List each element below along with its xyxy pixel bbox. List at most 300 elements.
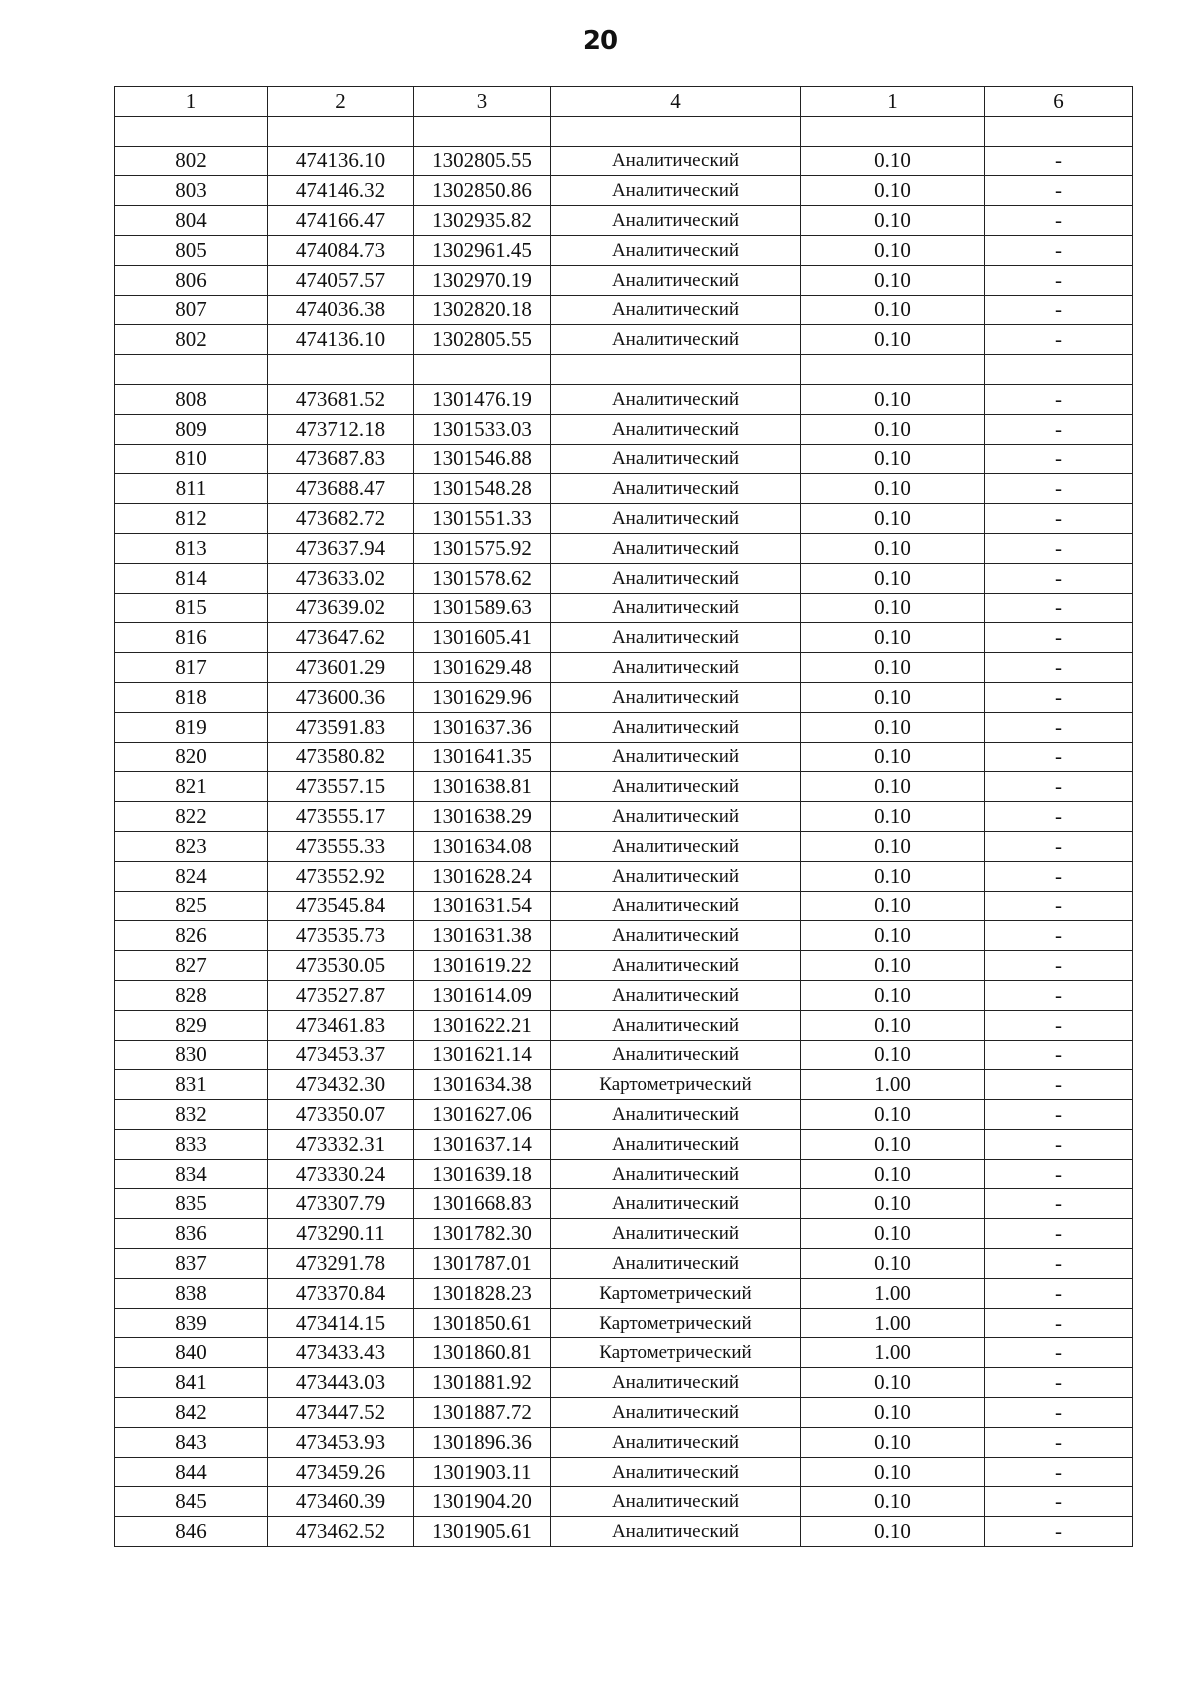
table-row: [115, 176, 1133, 206]
method-cell: Аналитический: [551, 1219, 801, 1249]
header-cell: 4: [551, 87, 801, 117]
table-row: [115, 1427, 1133, 1457]
x-coordinate-cell: 473530.05: [268, 951, 414, 981]
point-number-cell: 821: [115, 772, 268, 802]
point-number-cell: 812: [115, 504, 268, 534]
accuracy-cell: 0.10: [801, 1159, 985, 1189]
point-number-cell: 830: [115, 1040, 268, 1070]
x-coordinate-cell: 473462.52: [268, 1517, 414, 1547]
note-cell: -: [985, 1368, 1133, 1398]
method-cell: Аналитический: [551, 414, 801, 444]
x-coordinate-cell: 474136.10: [268, 325, 414, 355]
accuracy-cell: 1.00: [801, 1278, 985, 1308]
y-coordinate-cell: 1301533.03: [414, 414, 551, 444]
point-number-cell: 828: [115, 980, 268, 1010]
x-coordinate-cell: 473633.02: [268, 563, 414, 593]
y-coordinate-cell: 1301575.92: [414, 533, 551, 563]
point-number-cell: 816: [115, 623, 268, 653]
method-cell: Аналитический: [551, 1398, 801, 1428]
method-cell: Аналитический: [551, 1010, 801, 1040]
y-coordinate-cell: 1301631.38: [414, 921, 551, 951]
note-cell: -: [985, 742, 1133, 772]
accuracy-cell: 1.00: [801, 1070, 985, 1100]
point-number-cell: 836: [115, 1219, 268, 1249]
accuracy-cell: 0.10: [801, 1219, 985, 1249]
note-cell: -: [985, 951, 1133, 981]
x-coordinate-cell: 474166.47: [268, 206, 414, 236]
note-cell: -: [985, 414, 1133, 444]
point-number-cell: 810: [115, 444, 268, 474]
point-number-cell: 822: [115, 802, 268, 832]
accuracy-cell: 0.10: [801, 206, 985, 236]
note-cell: -: [985, 384, 1133, 414]
x-coordinate-cell: 473307.79: [268, 1189, 414, 1219]
x-coordinate-cell: 473443.03: [268, 1368, 414, 1398]
table-row: [115, 742, 1133, 772]
table-row: [115, 1278, 1133, 1308]
page-number: 20: [582, 26, 618, 56]
method-cell: Аналитический: [551, 653, 801, 683]
note-cell: -: [985, 1219, 1133, 1249]
method-cell: Аналитический: [551, 504, 801, 534]
method-cell: Аналитический: [551, 623, 801, 653]
header-cell: 3: [414, 87, 551, 117]
accuracy-cell: 1.00: [801, 1338, 985, 1368]
x-coordinate-cell: [268, 355, 414, 385]
accuracy-cell: 0.10: [801, 831, 985, 861]
method-cell: Аналитический: [551, 265, 801, 295]
point-number-cell: 820: [115, 742, 268, 772]
y-coordinate-cell: 1301551.33: [414, 504, 551, 534]
method-cell: Аналитический: [551, 861, 801, 891]
table-row: [115, 1457, 1133, 1487]
table-row: [115, 772, 1133, 802]
method-cell: Аналитический: [551, 325, 801, 355]
point-number-cell: 832: [115, 1100, 268, 1130]
coordinates-table: [114, 86, 1133, 1547]
x-coordinate-cell: 473682.72: [268, 504, 414, 534]
point-number-cell: 826: [115, 921, 268, 951]
point-number-cell: 804: [115, 206, 268, 236]
x-coordinate-cell: 473688.47: [268, 474, 414, 504]
point-number-cell: 814: [115, 563, 268, 593]
table-row: [115, 623, 1133, 653]
method-cell: Картометрический: [551, 1070, 801, 1100]
method-cell: Картометрический: [551, 1278, 801, 1308]
y-coordinate-cell: 1301638.29: [414, 802, 551, 832]
x-coordinate-cell: 474057.57: [268, 265, 414, 295]
table-row: [115, 1338, 1133, 1368]
method-cell: Аналитический: [551, 444, 801, 474]
y-coordinate-cell: 1301605.41: [414, 623, 551, 653]
point-number-cell: 839: [115, 1308, 268, 1338]
point-number-cell: 846: [115, 1517, 268, 1547]
method-cell: Аналитический: [551, 951, 801, 981]
point-number-cell: 843: [115, 1427, 268, 1457]
accuracy-cell: 0.10: [801, 1010, 985, 1040]
point-number-cell: 838: [115, 1278, 268, 1308]
x-coordinate-cell: 474036.38: [268, 295, 414, 325]
x-coordinate-cell: 473555.33: [268, 831, 414, 861]
x-coordinate-cell: 474136.10: [268, 146, 414, 176]
point-number-cell: 808: [115, 384, 268, 414]
accuracy-cell: 0.10: [801, 1189, 985, 1219]
note-cell: -: [985, 1100, 1133, 1130]
y-coordinate-cell: 1302961.45: [414, 235, 551, 265]
y-coordinate-cell: 1302805.55: [414, 146, 551, 176]
note-cell: -: [985, 533, 1133, 563]
note-cell: -: [985, 176, 1133, 206]
accuracy-cell: 0.10: [801, 474, 985, 504]
point-number-cell: 842: [115, 1398, 268, 1428]
note-cell: -: [985, 682, 1133, 712]
y-coordinate-cell: 1301850.61: [414, 1308, 551, 1338]
x-coordinate-cell: 473453.93: [268, 1427, 414, 1457]
header-cell: 1: [801, 87, 985, 117]
note-cell: -: [985, 504, 1133, 534]
method-cell: Аналитический: [551, 1100, 801, 1130]
x-coordinate-cell: [268, 116, 414, 146]
y-coordinate-cell: 1301860.81: [414, 1338, 551, 1368]
point-number-cell: 819: [115, 712, 268, 742]
accuracy-cell: 0.10: [801, 1129, 985, 1159]
x-coordinate-cell: 473447.52: [268, 1398, 414, 1428]
accuracy-cell: 0.10: [801, 1398, 985, 1428]
note-cell: [985, 355, 1133, 385]
x-coordinate-cell: 473330.24: [268, 1159, 414, 1189]
x-coordinate-cell: 473687.83: [268, 444, 414, 474]
point-number-cell: 809: [115, 414, 268, 444]
y-coordinate-cell: 1301634.38: [414, 1070, 551, 1100]
point-number-cell: 803: [115, 176, 268, 206]
note-cell: -: [985, 295, 1133, 325]
table-row: [115, 1308, 1133, 1338]
method-cell: Аналитический: [551, 712, 801, 742]
point-number-cell: 844: [115, 1457, 268, 1487]
header-row: [115, 87, 1133, 117]
method-cell: Аналитический: [551, 384, 801, 414]
point-number-cell: 806: [115, 265, 268, 295]
point-number-cell: 837: [115, 1249, 268, 1279]
method-cell: Аналитический: [551, 1368, 801, 1398]
method-cell: Аналитический: [551, 831, 801, 861]
y-coordinate-cell: 1301903.11: [414, 1457, 551, 1487]
method-cell: Аналитический: [551, 980, 801, 1010]
y-coordinate-cell: [414, 355, 551, 385]
y-coordinate-cell: 1301637.14: [414, 1129, 551, 1159]
accuracy-cell: [801, 355, 985, 385]
method-cell: Аналитический: [551, 146, 801, 176]
x-coordinate-cell: 474084.73: [268, 235, 414, 265]
x-coordinate-cell: 473557.15: [268, 772, 414, 802]
point-number-cell: 805: [115, 235, 268, 265]
accuracy-cell: 0.10: [801, 623, 985, 653]
note-cell: -: [985, 921, 1133, 951]
note-cell: -: [985, 206, 1133, 236]
y-coordinate-cell: 1301896.36: [414, 1427, 551, 1457]
table-row: [115, 355, 1133, 385]
y-coordinate-cell: 1301628.24: [414, 861, 551, 891]
table-row: [115, 1398, 1133, 1428]
y-coordinate-cell: [414, 116, 551, 146]
accuracy-cell: 0.10: [801, 980, 985, 1010]
point-number-cell: 825: [115, 891, 268, 921]
point-number-cell: 823: [115, 831, 268, 861]
table-row: [115, 951, 1133, 981]
accuracy-cell: 0.10: [801, 295, 985, 325]
accuracy-cell: 0.10: [801, 1040, 985, 1070]
method-cell: Аналитический: [551, 891, 801, 921]
y-coordinate-cell: 1301828.23: [414, 1278, 551, 1308]
y-coordinate-cell: 1301668.83: [414, 1189, 551, 1219]
note-cell: -: [985, 653, 1133, 683]
method-cell: [551, 116, 801, 146]
method-cell: Аналитический: [551, 206, 801, 236]
x-coordinate-cell: 473461.83: [268, 1010, 414, 1040]
accuracy-cell: 0.10: [801, 414, 985, 444]
y-coordinate-cell: 1301629.96: [414, 682, 551, 712]
y-coordinate-cell: 1301627.06: [414, 1100, 551, 1130]
x-coordinate-cell: 473432.30: [268, 1070, 414, 1100]
y-coordinate-cell: 1301637.36: [414, 712, 551, 742]
y-coordinate-cell: 1301634.08: [414, 831, 551, 861]
y-coordinate-cell: 1301631.54: [414, 891, 551, 921]
accuracy-cell: 0.10: [801, 1487, 985, 1517]
note-cell: -: [985, 1457, 1133, 1487]
table-row: [115, 444, 1133, 474]
accuracy-cell: 0.10: [801, 176, 985, 206]
table-row: [115, 593, 1133, 623]
x-coordinate-cell: 473647.62: [268, 623, 414, 653]
x-coordinate-cell: 473527.87: [268, 980, 414, 1010]
note-cell: -: [985, 1129, 1133, 1159]
point-number-cell: 835: [115, 1189, 268, 1219]
y-coordinate-cell: 1302850.86: [414, 176, 551, 206]
accuracy-cell: 0.10: [801, 235, 985, 265]
table-row: [115, 504, 1133, 534]
accuracy-cell: 0.10: [801, 504, 985, 534]
x-coordinate-cell: 474146.32: [268, 176, 414, 206]
y-coordinate-cell: 1302935.82: [414, 206, 551, 236]
method-cell: Аналитический: [551, 176, 801, 206]
y-coordinate-cell: 1302970.19: [414, 265, 551, 295]
y-coordinate-cell: 1301782.30: [414, 1219, 551, 1249]
note-cell: -: [985, 1427, 1133, 1457]
y-coordinate-cell: 1301546.88: [414, 444, 551, 474]
method-cell: Картометрический: [551, 1338, 801, 1368]
note-cell: -: [985, 235, 1133, 265]
table-row: [115, 980, 1133, 1010]
point-number-cell: 829: [115, 1010, 268, 1040]
method-cell: Аналитический: [551, 235, 801, 265]
note-cell: -: [985, 712, 1133, 742]
method-cell: Аналитический: [551, 1517, 801, 1547]
method-cell: [551, 355, 801, 385]
table-row: [115, 206, 1133, 236]
note-cell: -: [985, 772, 1133, 802]
table-row: [115, 1100, 1133, 1130]
table-row: [115, 891, 1133, 921]
method-cell: Аналитический: [551, 593, 801, 623]
note-cell: -: [985, 1517, 1133, 1547]
accuracy-cell: 0.10: [801, 384, 985, 414]
table-row: [115, 384, 1133, 414]
coordinates-table-body: [115, 87, 1133, 1547]
accuracy-cell: 0.10: [801, 802, 985, 832]
method-cell: Аналитический: [551, 1189, 801, 1219]
point-number-cell: 841: [115, 1368, 268, 1398]
table-row: [115, 414, 1133, 444]
method-cell: Аналитический: [551, 742, 801, 772]
point-number-cell: 817: [115, 653, 268, 683]
note-cell: -: [985, 980, 1133, 1010]
note-cell: -: [985, 1040, 1133, 1070]
accuracy-cell: 0.10: [801, 1427, 985, 1457]
method-cell: Аналитический: [551, 1457, 801, 1487]
point-number-cell: 818: [115, 682, 268, 712]
note-cell: -: [985, 265, 1133, 295]
x-coordinate-cell: 473637.94: [268, 533, 414, 563]
accuracy-cell: 0.10: [801, 742, 985, 772]
y-coordinate-cell: 1302820.18: [414, 295, 551, 325]
note-cell: -: [985, 1278, 1133, 1308]
table-row: [115, 146, 1133, 176]
method-cell: Аналитический: [551, 563, 801, 593]
accuracy-cell: 0.10: [801, 1457, 985, 1487]
note-cell: -: [985, 1308, 1133, 1338]
y-coordinate-cell: 1301589.63: [414, 593, 551, 623]
table-row: [115, 682, 1133, 712]
x-coordinate-cell: 473545.84: [268, 891, 414, 921]
point-number-cell: 824: [115, 861, 268, 891]
table-row: [115, 1487, 1133, 1517]
x-coordinate-cell: 473350.07: [268, 1100, 414, 1130]
accuracy-cell: 0.10: [801, 563, 985, 593]
x-coordinate-cell: 473414.15: [268, 1308, 414, 1338]
method-cell: Аналитический: [551, 1249, 801, 1279]
table-row: [115, 1010, 1133, 1040]
accuracy-cell: 0.10: [801, 682, 985, 712]
table-row: [115, 325, 1133, 355]
method-cell: Аналитический: [551, 682, 801, 712]
note-cell: -: [985, 1398, 1133, 1428]
point-number-cell: 815: [115, 593, 268, 623]
y-coordinate-cell: 1301622.21: [414, 1010, 551, 1040]
x-coordinate-cell: 473535.73: [268, 921, 414, 951]
point-number-cell: 831: [115, 1070, 268, 1100]
accuracy-cell: 0.10: [801, 772, 985, 802]
x-coordinate-cell: 473370.84: [268, 1278, 414, 1308]
x-coordinate-cell: 473639.02: [268, 593, 414, 623]
accuracy-cell: 0.10: [801, 146, 985, 176]
x-coordinate-cell: 473453.37: [268, 1040, 414, 1070]
point-number-cell: 813: [115, 533, 268, 563]
note-cell: -: [985, 1338, 1133, 1368]
y-coordinate-cell: 1301641.35: [414, 742, 551, 772]
note-cell: -: [985, 1010, 1133, 1040]
table-row: [115, 474, 1133, 504]
point-number-cell: 840: [115, 1338, 268, 1368]
table-row: [115, 1517, 1133, 1547]
point-number-cell: 827: [115, 951, 268, 981]
y-coordinate-cell: 1301638.81: [414, 772, 551, 802]
header-cell: 2: [268, 87, 414, 117]
y-coordinate-cell: 1301619.22: [414, 951, 551, 981]
y-coordinate-cell: 1301476.19: [414, 384, 551, 414]
table-row: [115, 861, 1133, 891]
table-row: [115, 921, 1133, 951]
note-cell: -: [985, 1249, 1133, 1279]
table-row: [115, 1368, 1133, 1398]
method-cell: Аналитический: [551, 533, 801, 563]
y-coordinate-cell: 1301621.14: [414, 1040, 551, 1070]
method-cell: Аналитический: [551, 1159, 801, 1189]
table-row: [115, 563, 1133, 593]
y-coordinate-cell: 1301629.48: [414, 653, 551, 683]
y-coordinate-cell: 1302805.55: [414, 325, 551, 355]
accuracy-cell: 0.10: [801, 1517, 985, 1547]
accuracy-cell: 0.10: [801, 533, 985, 563]
x-coordinate-cell: 473552.92: [268, 861, 414, 891]
table-row: [115, 1249, 1133, 1279]
table-row: [115, 831, 1133, 861]
y-coordinate-cell: 1301548.28: [414, 474, 551, 504]
accuracy-cell: 0.10: [801, 712, 985, 742]
table-row: [115, 802, 1133, 832]
table-row: [115, 116, 1133, 146]
table-row: [115, 1040, 1133, 1070]
y-coordinate-cell: 1301881.92: [414, 1368, 551, 1398]
table-row: [115, 1189, 1133, 1219]
accuracy-cell: 0.10: [801, 1100, 985, 1130]
accuracy-cell: 0.10: [801, 1368, 985, 1398]
note-cell: -: [985, 325, 1133, 355]
header-cell: 1: [115, 87, 268, 117]
x-coordinate-cell: 473712.18: [268, 414, 414, 444]
method-cell: Аналитический: [551, 772, 801, 802]
x-coordinate-cell: 473460.39: [268, 1487, 414, 1517]
x-coordinate-cell: 473601.29: [268, 653, 414, 683]
accuracy-cell: 0.10: [801, 593, 985, 623]
table-row: [115, 265, 1133, 295]
x-coordinate-cell: 473433.43: [268, 1338, 414, 1368]
x-coordinate-cell: 473580.82: [268, 742, 414, 772]
note-cell: -: [985, 1070, 1133, 1100]
note-cell: -: [985, 474, 1133, 504]
y-coordinate-cell: 1301787.01: [414, 1249, 551, 1279]
y-coordinate-cell: 1301904.20: [414, 1487, 551, 1517]
table-row: [115, 1129, 1133, 1159]
accuracy-cell: 0.10: [801, 653, 985, 683]
accuracy-cell: 0.10: [801, 1249, 985, 1279]
y-coordinate-cell: 1301905.61: [414, 1517, 551, 1547]
x-coordinate-cell: 473600.36: [268, 682, 414, 712]
accuracy-cell: 0.10: [801, 861, 985, 891]
note-cell: -: [985, 623, 1133, 653]
x-coordinate-cell: 473459.26: [268, 1457, 414, 1487]
note-cell: -: [985, 802, 1133, 832]
note-cell: -: [985, 861, 1133, 891]
point-number-cell: 807: [115, 295, 268, 325]
note-cell: [985, 116, 1133, 146]
accuracy-cell: 0.10: [801, 891, 985, 921]
point-number-cell: 802: [115, 146, 268, 176]
point-number-cell: 802: [115, 325, 268, 355]
accuracy-cell: 0.10: [801, 444, 985, 474]
y-coordinate-cell: 1301887.72: [414, 1398, 551, 1428]
method-cell: Аналитический: [551, 802, 801, 832]
point-number-cell: [115, 355, 268, 385]
